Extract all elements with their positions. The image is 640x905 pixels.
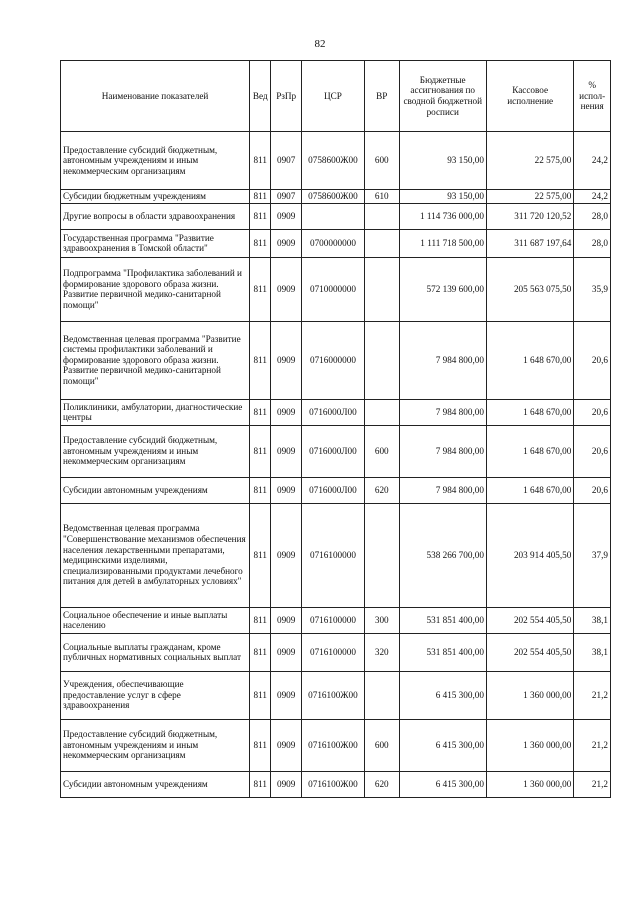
column-header-ved: Вед [250,61,271,132]
row-budget: 1 114 736 000,00 [399,203,486,229]
row-name: Социальные выплаты гражданам, кроме публичных нормативных социальных выплат [61,633,250,671]
column-header-rzpr: РзПр [271,61,301,132]
row-budget: 6 415 300,00 [399,719,486,771]
row-vr: 620 [364,771,399,797]
row-vr: 600 [364,719,399,771]
row-percent: 35,9 [574,257,611,321]
row-rzpr: 0909 [271,229,301,257]
table-row [61,671,611,719]
row-name: Субсидии автономным учреждениям [61,771,250,797]
row-vr [364,257,399,321]
table-row [61,607,611,633]
row-budget: 6 415 300,00 [399,671,486,719]
table-row [61,229,611,257]
row-csr: 0700000000 [301,229,364,257]
row-csr: 0758600Ж00 [301,190,364,204]
row-ved: 811 [250,671,271,719]
budget-execution-table [60,60,611,798]
row-ved: 811 [250,771,271,797]
table-row [61,771,611,797]
row-vr: 300 [364,607,399,633]
row-rzpr: 0909 [271,477,301,503]
row-percent: 20,6 [574,399,611,425]
row-cash: 202 554 405,50 [486,633,573,671]
row-percent: 20,6 [574,321,611,399]
row-name: Социальное обеспечение и иные выплаты населению [61,607,250,633]
page-number: 82 [314,38,326,50]
row-csr: 0716100Ж00 [301,771,364,797]
row-budget: 538 266 700,00 [399,503,486,607]
row-cash: 22 575,00 [486,190,573,204]
row-budget: 531 851 400,00 [399,633,486,671]
row-ved: 811 [250,503,271,607]
row-cash: 1 360 000,00 [486,719,573,771]
row-name: Ведомственная целевая программа "Развитие системы профилактики заболеваний и формирование здорового образа жизни. Развитие первичной медико-санитарной помощи" [61,321,250,399]
row-rzpr: 0909 [271,633,301,671]
row-csr: 0758600Ж00 [301,132,364,190]
row-ved: 811 [250,203,271,229]
row-name: Учреждения, обеспечивающие предоставление услуг в сфере здравоохранения [61,671,250,719]
row-budget: 7 984 800,00 [399,399,486,425]
row-percent: 38,1 [574,633,611,671]
row-cash: 1 360 000,00 [486,671,573,719]
row-rzpr: 0909 [271,771,301,797]
row-percent: 38,1 [574,607,611,633]
row-csr: 0716000Л00 [301,399,364,425]
row-name: Предоставление субсидий бюджетным, автономным учреждениям и иным некоммерческим организациям [61,719,250,771]
row-rzpr: 0909 [271,719,301,771]
row-budget: 572 139 600,00 [399,257,486,321]
row-budget: 7 984 800,00 [399,425,486,477]
row-cash: 311 720 120,52 [486,203,573,229]
row-percent: 20,6 [574,425,611,477]
row-csr: 0716100000 [301,633,364,671]
row-cash: 311 687 197,64 [486,229,573,257]
row-csr: 0716000000 [301,321,364,399]
row-cash: 1 648 670,00 [486,399,573,425]
table-header-row [61,61,611,132]
table-row [61,503,611,607]
row-percent: 24,2 [574,190,611,204]
row-rzpr: 0907 [271,132,301,190]
row-budget: 1 111 718 500,00 [399,229,486,257]
row-csr [301,203,364,229]
row-budget: 6 415 300,00 [399,771,486,797]
row-vr [364,671,399,719]
row-cash: 1 360 000,00 [486,771,573,797]
row-vr [364,203,399,229]
row-vr [364,399,399,425]
column-header-percent: % испол-нения [574,61,611,132]
row-csr: 0716100000 [301,607,364,633]
row-ved: 811 [250,190,271,204]
row-csr: 0710000000 [301,257,364,321]
row-rzpr: 0907 [271,190,301,204]
table-row [61,321,611,399]
row-vr: 620 [364,477,399,503]
row-ved: 811 [250,425,271,477]
column-header-name: Наименование показателей [61,61,250,132]
row-vr: 610 [364,190,399,204]
row-percent: 21,2 [574,719,611,771]
row-vr: 600 [364,425,399,477]
row-cash: 1 648 670,00 [486,321,573,399]
row-percent: 37,9 [574,503,611,607]
row-ved: 811 [250,477,271,503]
row-rzpr: 0909 [271,425,301,477]
row-ved: 811 [250,719,271,771]
row-name: Предоставление субсидий бюджетным, автономным учреждениям и иным некоммерческим организациям [61,425,250,477]
row-cash: 22 575,00 [486,132,573,190]
row-name: Государственная программа "Развитие здравоохранения в Томской области" [61,229,250,257]
row-csr: 0716100Ж00 [301,719,364,771]
column-header-csr: ЦСР [301,61,364,132]
table-row [61,399,611,425]
row-ved: 811 [250,399,271,425]
row-vr: 320 [364,633,399,671]
row-cash: 203 914 405,50 [486,503,573,607]
table-row [61,203,611,229]
row-csr: 0716000Л00 [301,477,364,503]
row-rzpr: 0909 [271,399,301,425]
row-csr: 0716000Л00 [301,425,364,477]
table-row [61,633,611,671]
row-percent: 28,0 [574,203,611,229]
column-header-vr: ВР [364,61,399,132]
row-vr: 600 [364,132,399,190]
row-csr: 0716100000 [301,503,364,607]
row-cash: 1 648 670,00 [486,477,573,503]
row-name: Другие вопросы в области здравоохранения [61,203,250,229]
row-name: Подпрограмма "Профилактика заболеваний и формирование здорового образа жизни. Развитие первичной медико-санитарной помощи" [61,257,250,321]
row-vr [364,503,399,607]
row-percent: 21,2 [574,671,611,719]
row-percent: 24,2 [574,132,611,190]
row-budget: 93 150,00 [399,132,486,190]
row-budget: 7 984 800,00 [399,477,486,503]
row-vr [364,229,399,257]
row-name: Поликлиники, амбулатории, диагностические центры [61,399,250,425]
row-ved: 811 [250,633,271,671]
column-header-budget: Бюджетные ассигнования по сводной бюджетной росписи [399,61,486,132]
table-row [61,132,611,190]
row-budget: 93 150,00 [399,190,486,204]
row-cash: 205 563 075,50 [486,257,573,321]
table-row [61,719,611,771]
row-name: Субсидии бюджетным учреждениям [61,190,250,204]
table-row [61,477,611,503]
row-csr: 0716100Ж00 [301,671,364,719]
row-percent: 28,0 [574,229,611,257]
row-rzpr: 0909 [271,257,301,321]
row-cash: 1 648 670,00 [486,425,573,477]
row-name: Ведомственная целевая программа "Совершенствование механизмов обеспечения населения лекарственными препаратами, медицинскими изделиями, специализированными продуктами лечебного питания для детей в амбулаторных условиях" [61,503,250,607]
row-ved: 811 [250,132,271,190]
row-rzpr: 0909 [271,607,301,633]
row-budget: 7 984 800,00 [399,321,486,399]
row-name: Предоставление субсидий бюджетным, автономным учреждениям и иным некоммерческим организациям [61,132,250,190]
table-row [61,190,611,204]
row-budget: 531 851 400,00 [399,607,486,633]
row-ved: 811 [250,321,271,399]
row-cash: 202 554 405,50 [486,607,573,633]
row-ved: 811 [250,257,271,321]
row-rzpr: 0909 [271,671,301,719]
table-row [61,425,611,477]
row-ved: 811 [250,229,271,257]
row-percent: 21,2 [574,771,611,797]
column-header-cash: Кассовое исполнение [486,61,573,132]
row-ved: 811 [250,607,271,633]
row-rzpr: 0909 [271,503,301,607]
row-name: Субсидии автономным учреждениям [61,477,250,503]
row-rzpr: 0909 [271,203,301,229]
row-percent: 20,6 [574,477,611,503]
row-vr [364,321,399,399]
row-rzpr: 0909 [271,321,301,399]
table-row [61,257,611,321]
